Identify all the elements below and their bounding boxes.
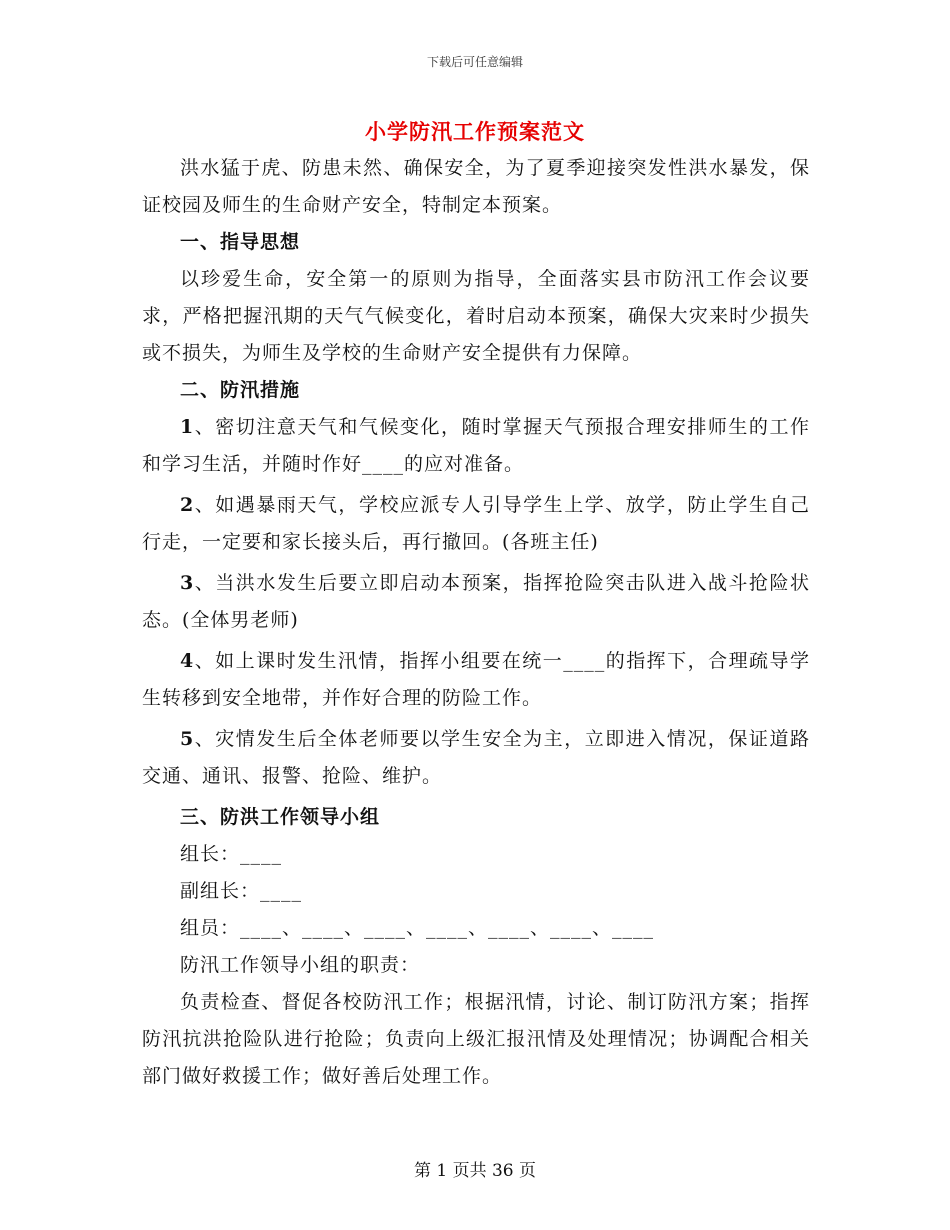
measure-text: 、密切注意天气和气候变化，随时掌握天气预报合理安排师生的工作和学习生活，并随时作好____的应对准备。 [142, 416, 810, 475]
deputy-leader-line: 副组长：____ [180, 880, 303, 902]
measure-text: 、当洪水发生后要立即启动本预案，指挥抢险突击队进入战斗抢险状态。(全体男老师) [142, 572, 810, 631]
measure-number: 4 [180, 650, 195, 672]
measure-item [142, 409, 810, 483]
measure-text: 、如上课时发生汛情，指挥小组要在统一____的指挥下，合理疏导学生转移到安全地带，并作好合理的防险工作。 [142, 650, 810, 709]
page-footer: 第 1 页共 36 页 [413, 1161, 537, 1181]
measure-number: 3 [180, 572, 195, 594]
header-note: 下载后可任意编辑 [426, 55, 523, 69]
measure-number: 5 [180, 728, 195, 750]
measure-text: 、灾情发生后全体老师要以学生安全为主，立即进入情况，保证道路交通、通讯、报警、抢险、维护。 [142, 728, 810, 787]
document-title: 小学防汛工作预案范文 [365, 119, 585, 144]
section-heading-guiding-ideology: 一、指导思想 [180, 231, 301, 253]
group-leader-line: 组长：____ [180, 843, 283, 865]
measure-text: 、如遇暴雨天气，学校应派专人引导学生上学、放学，防止学生自己行走，一定要和家长接头后，再行撤回。(各班主任) [142, 494, 810, 553]
intro-paragraph: 洪水猛于虎、防患未然、确保安全，为了夏季迎接突发性洪水暴发，保证校园及师生的生命财产安全，特制定本预案。 [142, 157, 810, 216]
measure-number: 2 [180, 494, 195, 516]
duties-heading: 防汛工作领导小组的职责： [180, 954, 421, 976]
group-members-line: 组员：____、____、____、____、____、____、____ [180, 917, 655, 939]
measure-item [142, 487, 810, 561]
measure-item [142, 565, 810, 639]
document-body [142, 150, 810, 1095]
measure-number: 1 [180, 416, 195, 438]
section-heading-flood-measures: 二、防汛措施 [180, 379, 301, 401]
section-heading-leadership-group: 三、防洪工作领导小组 [180, 806, 381, 828]
guiding-ideology-paragraph: 以珍爱生命，安全第一的原则为指导，全面落实县市防汛工作会议要求，严格把握汛期的天气气候变化，着时启动本预案，确保大灾来时少损失或不损失，为师生及学校的生命财产安全提供有力保障。 [142, 268, 810, 364]
duties-paragraph: 负责检查、督促各校防汛工作；根据汛情，讨论、制订防汛方案；指挥防汛抗洪抢险队进行抢险；负责向上级汇报汛情及处理情况；协调配合相关部门做好救援工作；做好善后处理工作。 [142, 991, 810, 1087]
measure-item [142, 721, 810, 795]
measure-item [142, 643, 810, 717]
